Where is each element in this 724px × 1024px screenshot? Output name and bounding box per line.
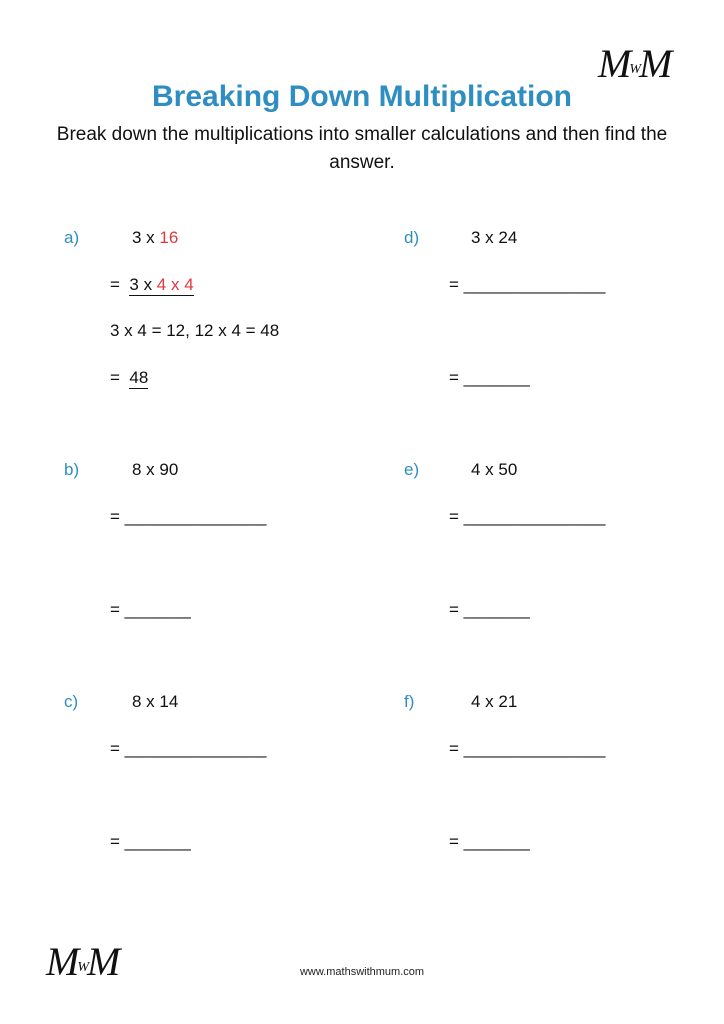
logo-letter: M [46, 939, 80, 984]
question-expression: 4 x 21 [471, 692, 518, 711]
answer-blank-breakdown[interactable]: = _______________ [110, 739, 267, 758]
equals-sign: = [110, 368, 120, 387]
expression-base: 3 x [132, 228, 160, 247]
logo-letter: M [639, 41, 673, 86]
question-expression: 8 x 14 [132, 692, 179, 711]
answer-blank-final[interactable]: = _______ [449, 368, 530, 387]
answer-blank-final[interactable]: = _______ [110, 600, 191, 619]
question-expression: 8 x 90 [132, 460, 179, 479]
answer-blank-breakdown[interactable]: = _______________ [449, 275, 606, 294]
question-label: e) [404, 460, 420, 479]
answer-line [110, 368, 148, 388]
highlighted-factors: 4 x 4 [156, 275, 194, 294]
footer-website: www.mathswithmum.com [299, 966, 425, 978]
question-expression: 4 x 50 [471, 460, 518, 479]
answer-blank-final[interactable]: = _______ [449, 832, 530, 851]
expression-base: 3 x [129, 275, 157, 294]
worksheet-title: Breaking Down Multiplication [151, 80, 572, 113]
highlighted-number: 16 [159, 228, 179, 247]
answer-blank-final[interactable]: = _______ [110, 832, 191, 851]
logo-letter: M [87, 939, 121, 984]
question-expression [132, 228, 178, 248]
answer-blank-breakdown[interactable]: = _______________ [449, 507, 606, 526]
instructions: Break down the multiplications into smaller calculations and then find the answer. [56, 124, 668, 173]
logo-letter: W [77, 960, 89, 975]
breakdown-expression [129, 275, 193, 296]
answer-blank-final[interactable]: = _______ [449, 600, 530, 619]
answer-blank-breakdown[interactable]: = _______________ [449, 739, 606, 758]
equals-sign: = [110, 275, 120, 294]
breakdown-step [110, 275, 194, 295]
logo-letter: M [598, 41, 632, 86]
answer-blank-breakdown[interactable]: = _______________ [110, 507, 267, 526]
logo-letter: W [629, 62, 641, 77]
question-label: c) [64, 692, 79, 711]
working-line: 3 x 4 = 12, 12 x 4 = 48 [110, 321, 280, 340]
question-label: f) [404, 692, 415, 711]
question-label: a) [64, 228, 80, 247]
question-label: d) [404, 228, 420, 247]
question-expression: 3 x 24 [471, 228, 518, 247]
question-label: b) [64, 460, 80, 479]
answer-value: 48 [129, 368, 149, 387]
